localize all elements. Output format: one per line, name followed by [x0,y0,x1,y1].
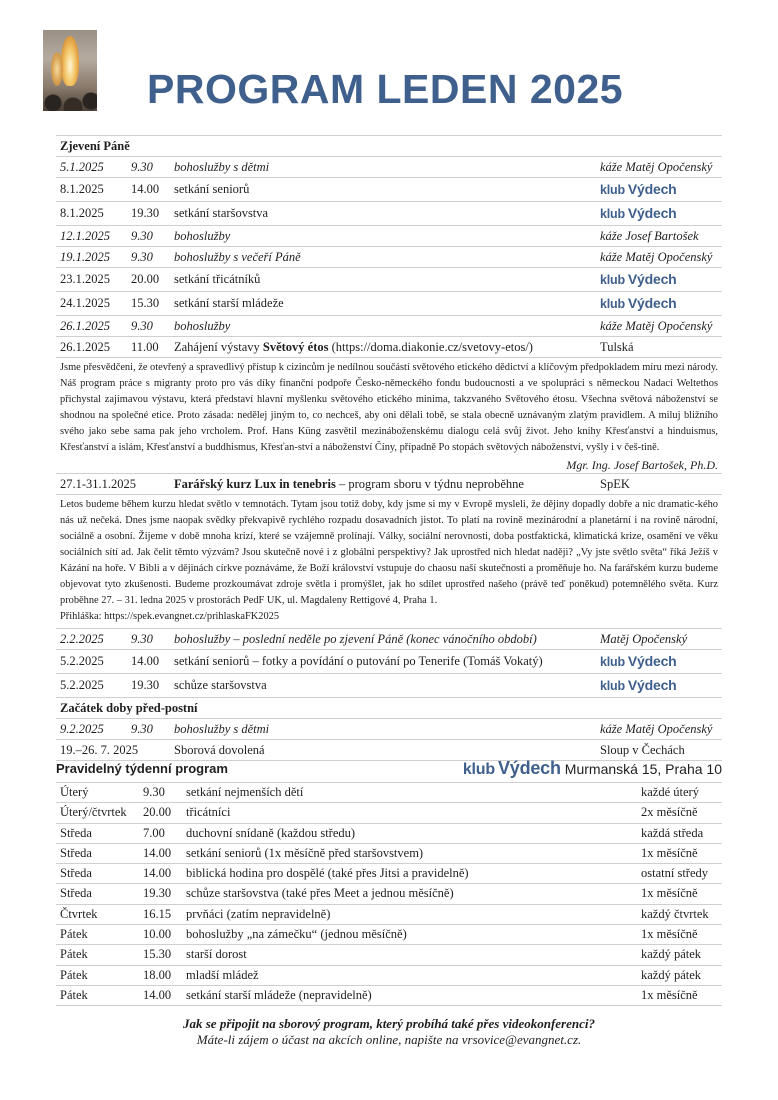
weekly-day: Středa [60,845,92,860]
event-title: setkání seniorů [174,182,250,196]
event-title [174,337,533,357]
weekly-frequency: 1x měsíčně [641,845,698,860]
weekly-title: Pravidelný týdenní program [56,761,228,776]
weekly-frequency: každá středa [641,825,704,840]
weekly-row [56,803,722,823]
exhibit-signature: Mgr. Ing. Josef Bartošek, Ph.D. [56,457,722,474]
logo-vydech: Výdech [627,271,677,287]
weekly-day: Středa [60,886,92,901]
exhibit-description: Jsme přesvědčeni, že otevřený a spravedlivý přístup k cizincům je nedílnou součástí světového etického dědictví a klíčovým předpokladem míru mezi národy. Náš program práce s migranty proto pro vás díky finanční podpoře Česko-německého fondu budoucnosti a ve spolupráci s německou Nadací Weltethos přichystal zajímavou výstavu, která představí hlavní myšlenku světového etického minima, takzvaného Světového étosu. Všechna světová náboženství se shodnou na společné etice. Proto zásada: nedělej jiným to, co nechceš, aby oni dělali tobě, se stala obecně uznávaným zlatým pravidlem. A miluj bližního svého jako sebe sama pak jeho vrcholem. Prof. Hans Küng zasvětil mezináboženskému dialogu celá svůj život. Jeho knihy Křesťanství a hinduismus, Křesťanství a islám, Křesťanství a buddhismus, Křesťan-ství a náboženství Číny, případně Po stopách světových náboženství, vyšly i v češ-tině. [60,362,718,453]
logo-vydech: Výdech [627,181,677,197]
event-time: 20.00 [131,272,160,286]
footer-note: Máte-li zájem o účast na akcích online, napište na vrsovice@evangnet.cz. [196,1032,582,1047]
course-name: Farářský kurz Lux in tenebris [174,477,336,491]
weekly-activity: setkání seniorů (1x měsíčně před staršovstvem) [186,845,424,860]
weekly-row [56,905,722,925]
weekly-row [56,824,722,844]
page-header [43,30,723,114]
course-description [56,495,722,629]
event-time: 9.30 [131,632,153,646]
schedule-table [56,135,722,761]
weekly-row [56,864,722,884]
flame-shape [61,36,79,86]
event-time: 9.30 [131,160,153,174]
weekly-time: 14.00 [143,845,172,860]
logo-klub: klub [600,273,625,287]
weekly-time: 9.30 [143,785,165,799]
logo-vydech: Výdech [627,295,677,311]
event-row [56,178,722,202]
event-date: 19.–26. 7. 2025 [60,743,139,757]
weekly-day: Pátek [60,967,88,982]
weekly-location [463,758,722,779]
event-date: 5.2.2025 [60,654,104,668]
weekly-time: 7.00 [143,825,165,840]
weekly-table [56,782,722,1006]
event-location: káže Matěj Opočenský [600,250,713,264]
weekly-time: 10.00 [143,927,172,942]
event-date: 12.1.2025 [60,229,110,243]
event-title: setkání starší mládeže [174,296,284,310]
logo-klub: klub [600,207,625,221]
event-date: 23.1.2025 [60,272,110,286]
event-title: bohoslužby – poslední neděle po zjevení Páně (konec vánočního období) [174,632,537,646]
klub-vydech-logo [600,207,677,221]
weekly-header [56,758,722,782]
weekly-row [56,884,722,904]
event-title: bohoslužby [174,319,231,333]
header-photo [43,30,97,111]
course-row [56,474,722,495]
weekly-activity: třicátníci [186,805,231,820]
event-date: 19.1.2025 [60,250,110,264]
weekly-address: Murmanská 15, Praha 10 [564,761,722,777]
logo-vydech: Výdech [627,653,677,669]
event-row [56,157,722,178]
event-location: Matěj Opočenský [600,632,688,646]
event-title: setkání seniorů – fotky a povídání o putování po Tenerife (Tomáš Vokatý) [174,654,543,668]
weekly-frequency: 2x měsíčně [641,805,698,820]
event-title: setkání staršovstva [174,206,269,220]
klub-vydech-logo [600,679,677,693]
klub-vydech-logo [600,655,677,669]
weekly-time: 20.00 [143,805,172,820]
weekly-day: Pátek [60,947,88,962]
event-row [56,226,722,247]
weekly-frequency: 1x měsíčně [641,886,698,901]
event-time: 11.00 [131,340,159,354]
course-text: Letos budeme během kurzu hledat světlo v temnotách. Tytam jsou totiž doby, kdy jsme si my v Evropě mysleli, že dějiny dopadly dobře a nic dramatic-kého nás už nečeká. Dnes jsme naopak svědky překvapivě rychlého rozpadu dosavadních jistot. To platí na rovině mezinárodní a planetární i na rovině národní, sociálně a osobní. Žijeme v době mnoha krizí, které se vzájemně prolínají. Války, sociální nerovnosti, doba postfaktická, klimatická krize, osamění ve věku sociálních sítí ad. Jak čelit těmto výzvám? Jsou skutečně nové i z globální perspektivy? Jak uprostřed nich hledat naději? „Vy jste světlo světa“ říká Ježíš v Kázání na hoře. V Bibli a v dějinách církve poznáváme, že Boží království vstupuje do chaosu naší skutečnosti a proměňuje ho. Na farářském kurzu budeme objevovat tyto zkušenosti. Budeme prozkoumávat zdroje světla i promýšlet, jak ho sdílet uprostřed našeho (právě teď poněkud) potemnělého světa. Kurz proběhne 27. – 31. ledna 2025 v prostorách PedF UK, ul. Magdaleny Rettigové 4, Praha 1. [60,499,718,606]
event-row [56,202,722,226]
event-date: 5.1.2025 [60,160,104,174]
crowd-silhouette [43,89,97,111]
event-location: káže Josef Bartošek [600,229,699,243]
weekly-row [56,966,722,986]
klub-vydech-logo [462,758,561,778]
section-heading: Začátek doby před-postní [56,698,722,719]
event-title: Sborová dovolená [174,743,265,757]
event-title: bohoslužby s dětmi [174,722,270,736]
event-time: 9.30 [131,250,153,264]
exhibit-link: (https://doma.diakonie.cz/svetovy-etos/) [328,340,533,354]
event-date: 24.1.2025 [60,296,110,310]
event-title: schůze staršovstva [174,678,267,692]
weekly-activity: duchovní snídaně (každou středu) [186,825,356,840]
weekly-time: 15.30 [143,947,172,962]
event-time: 15.30 [131,296,160,310]
event-time: 19.30 [131,206,160,220]
event-title [174,474,524,494]
event-row [56,719,722,740]
weekly-frequency: 1x měsíčně [641,927,698,942]
section-heading: Zjevení Páně [56,136,722,157]
event-location [600,202,677,226]
weekly-activity: mladší mládež [186,967,259,982]
event-location [600,650,677,674]
exhibit-row [56,337,722,358]
event-location [600,178,677,202]
footer-question: Jak se připojit na sborový program, který probíhá také přes videokonferenci? [182,1016,595,1031]
event-title: bohoslužby s dětmi [174,160,270,174]
event-title: bohoslužby s večeří Páně [174,250,301,264]
weekly-row [56,986,722,1006]
event-location: káže Matěj Opočenský [600,160,713,174]
course-note: – program sboru v týdnu neproběhne [335,477,524,491]
event-date: 8.1.2025 [60,182,104,196]
event-location [600,268,677,292]
weekly-row [56,925,722,945]
weekly-activity: starší dorost [186,947,247,962]
event-title: bohoslužby [174,229,231,243]
event-time: 14.00 [131,654,160,668]
weekly-row [56,945,722,965]
event-time: 9.30 [131,722,153,736]
event-row [56,674,722,698]
weekly-activity: setkání nejmenších dětí [186,785,304,799]
weekly-time: 14.00 [143,987,172,1002]
event-time: 9.30 [131,229,153,243]
weekly-frequency: 1x měsíčně [641,987,698,1002]
event-date: 2.2.2025 [60,632,104,646]
weekly-frequency: ostatní středy [641,866,709,881]
course-link: Přihláška: https://spek.evangnet.cz/prihlaskaFK2025 [60,611,280,622]
weekly-activity: schůze staršovstva (také přes Meet a jednou měsíčně) [186,886,454,901]
weekly-row [56,783,722,803]
event-date: 26.1.2025 [60,319,110,333]
weekly-activity: setkání starší mládeže (nepravidelně) [186,987,372,1002]
event-location: káže Matěj Opočenský [600,319,713,333]
event-time: 14.00 [131,182,160,196]
klub-vydech-logo [600,297,677,311]
weekly-activity: biblická hodina pro dospělé (také přes Jitsi a pravidelně) [186,866,469,881]
event-row [56,292,722,316]
weekly-row [56,844,722,864]
weekly-day: Středa [60,866,92,881]
event-location [600,292,677,316]
logo-klub: klub [600,297,625,311]
logo-vydech: Výdech [627,677,677,693]
event-location [600,674,677,698]
event-location: Sloup v Čechách [600,743,685,757]
event-row [56,316,722,337]
event-date: 26.1.2025 [60,340,110,354]
weekly-activity: prvňáci (zatím nepravidelně) [186,906,331,921]
flame-shape-small [51,52,63,86]
event-row [56,629,722,650]
exhibit-name: Světový étos [262,340,329,354]
weekly-time: 14.00 [143,866,172,881]
weekly-time: 19.30 [143,886,172,901]
weekly-frequency: každý pátek [641,967,702,982]
weekly-frequency: každý pátek [641,947,702,962]
event-row [56,268,722,292]
weekly-day: Středa [60,825,92,840]
logo-klub: klub [600,679,625,693]
footer [0,1016,778,1048]
weekly-day: Pátek [60,927,88,942]
event-time: 19.30 [131,678,160,692]
event-location: Tulská [600,340,634,354]
page-title: PROGRAM LEDEN 2025 [147,66,624,112]
weekly-day: Čtvrtek [60,906,98,921]
event-date: 9.2.2025 [60,722,104,736]
weekly-frequency: každý čtvrtek [641,906,709,921]
logo-klub: klub [462,761,495,778]
klub-vydech-logo [600,273,677,287]
weekly-day: Pátek [60,987,88,1002]
event-title: setkání třicátníků [174,272,261,286]
logo-vydech: Výdech [627,205,677,221]
logo-vydech: Výdech [497,758,561,778]
logo-klub: klub [600,655,625,669]
exhibit-prefix: Zahájení výstavy [174,340,263,354]
weekly-time: 18.00 [143,967,172,982]
klub-vydech-logo [600,183,677,197]
event-row [56,650,722,674]
event-location: SpEK [600,477,630,491]
weekly-frequency: každé úterý [641,785,699,799]
event-date: 8.1.2025 [60,206,104,220]
event-date: 27.1-31.1.2025 [60,477,137,491]
event-time: 9.30 [131,319,153,333]
weekly-day: Úterý [60,785,89,799]
weekly-time: 16.15 [143,906,172,921]
event-location: káže Matěj Opočenský [600,722,713,736]
logo-klub: klub [600,183,625,197]
event-row [56,247,722,268]
weekly-day: Úterý/čtvrtek [60,805,127,820]
event-date: 5.2.2025 [60,678,104,692]
weekly-activity: bohoslužby „na zámečku“ (jednou měsíčně) [186,927,407,942]
